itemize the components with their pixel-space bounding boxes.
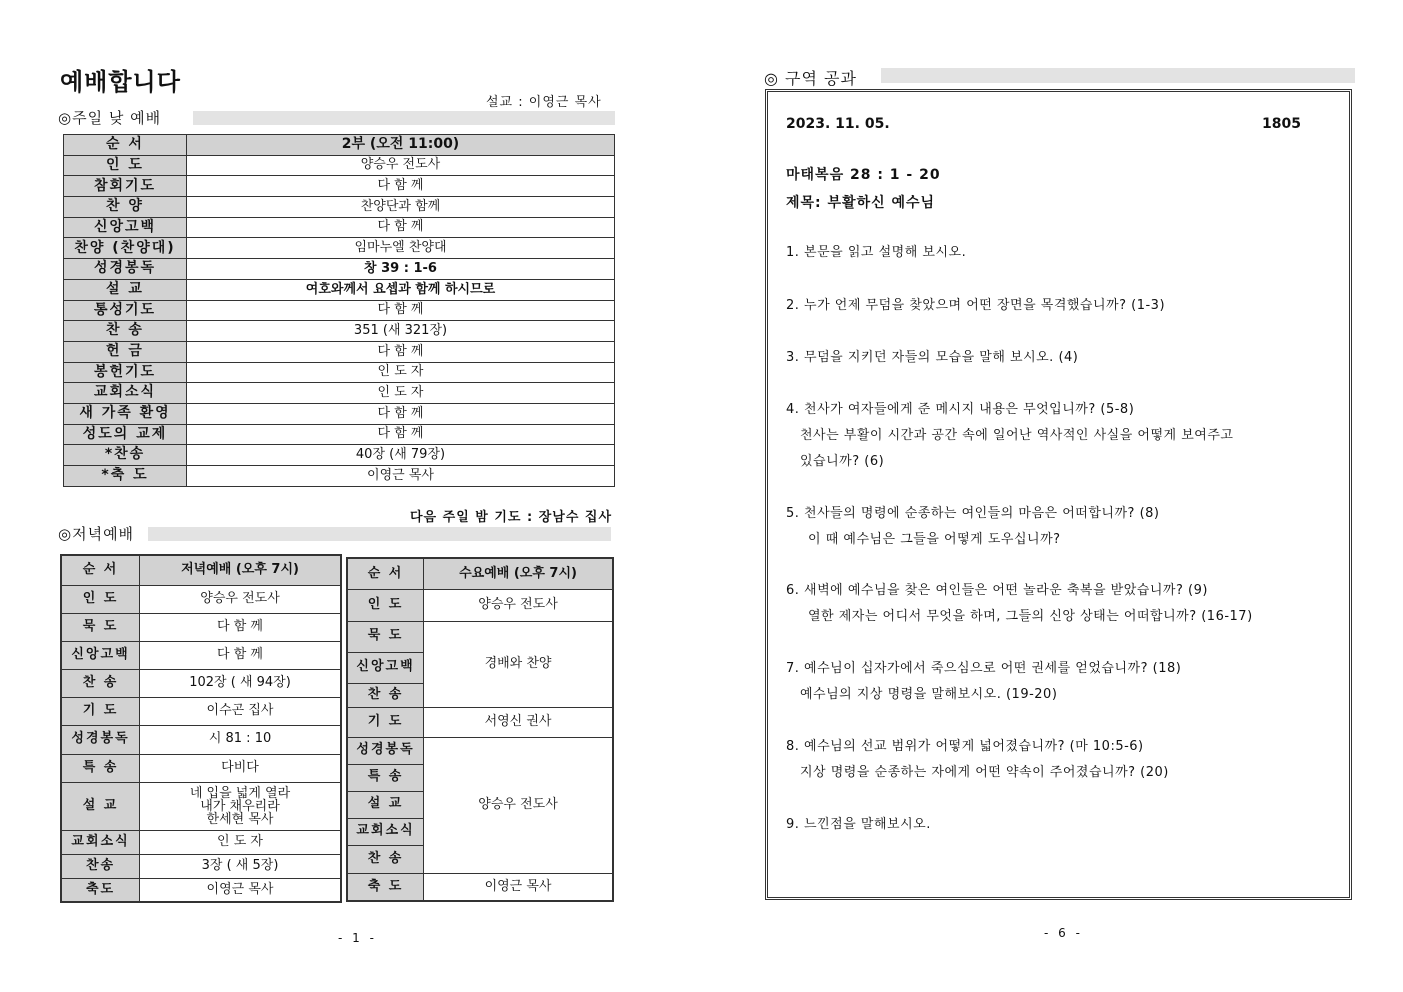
order-label: 설 교 xyxy=(347,791,424,818)
order-value: 3장 ( 새 5장) xyxy=(140,854,341,878)
table-row xyxy=(64,321,615,342)
bulletin-page-1 xyxy=(0,0,700,992)
order-value: 다 함 께 xyxy=(140,613,341,641)
order-label: 새 가족 환영 xyxy=(64,403,187,424)
section-bar xyxy=(193,111,615,125)
preacher-line: 설교 : 이영근 목사 xyxy=(486,95,602,110)
sermon-line: 내가 채우리라 xyxy=(200,798,280,814)
order-label: 성경봉독 xyxy=(64,259,187,280)
table-row xyxy=(347,707,613,737)
order-label: 찬양 (찬양대) xyxy=(64,238,187,259)
order-label: 찬 송 xyxy=(64,321,187,342)
study-question xyxy=(786,397,1233,475)
next-prayer-note: 다음 주일 밤 기도 : 장남수 집사 xyxy=(410,510,613,525)
study-question xyxy=(786,293,1165,319)
table-row xyxy=(61,613,341,641)
order-label: 참회기도 xyxy=(64,176,187,197)
order-label: 찬 송 xyxy=(347,845,424,873)
order-label: 인 도 xyxy=(347,589,424,621)
order-label: 헌 금 xyxy=(64,341,187,362)
order-label: 기 도 xyxy=(347,707,424,737)
study-date: 2023. 11. 05. xyxy=(786,116,890,132)
order-value: 다 함 께 xyxy=(187,217,615,238)
question-line: 5. 천사들의 명령에 순종하는 여인들의 마음은 어떠합니까? (8) xyxy=(786,506,1160,521)
order-value: 이수곤 집사 xyxy=(140,697,341,725)
wednesday-order-table xyxy=(346,557,614,902)
order-label: 묵 도 xyxy=(61,613,140,641)
question-line: 8. 예수님의 선교 범위가 어떻게 넓어졌습니까? (마 10:5-6) xyxy=(786,739,1144,754)
question-line: 2. 누가 언제 무덤을 찾았으며 어떤 장면을 목격했습니까? (1-3) xyxy=(786,298,1166,313)
order-label: 찬 양 xyxy=(64,197,187,218)
order-header-label: 순 서 xyxy=(61,555,140,585)
page-number: - 1 - xyxy=(338,931,377,945)
order-value: 여호와께서 요셉과 함께 하시므로 xyxy=(187,279,615,300)
order-value: 이영근 목사 xyxy=(424,873,613,901)
study-question xyxy=(786,812,931,838)
table-row xyxy=(61,754,341,782)
order-value: 102장 ( 새 94장) xyxy=(140,669,341,697)
table-row xyxy=(61,669,341,697)
service-time-header: 2부 (오전 11:00) xyxy=(187,135,615,156)
table-row xyxy=(347,873,613,901)
order-header-label: 순 서 xyxy=(64,135,187,156)
question-subline: 예수님의 지상 명령을 말해보시오. (19-20) xyxy=(800,687,1058,702)
order-value: 이영근 목사 xyxy=(140,878,341,902)
table-row xyxy=(64,466,615,487)
page-title: 예배합니다 xyxy=(60,68,181,96)
wednesday-time-header: 수요예배 (오후 7시) xyxy=(424,558,613,589)
bulletin-page-6 xyxy=(700,0,1403,992)
question-subline: 천사는 부활이 시간과 공간 속에 일어난 역사적인 사실을 어떻게 보여주고 xyxy=(800,428,1234,443)
order-value: 351 (새 321장) xyxy=(187,321,615,342)
order-header-label: 순 서 xyxy=(347,558,424,589)
sunday-order-table xyxy=(63,134,615,487)
order-value: 40장 (새 79장) xyxy=(187,445,615,466)
order-value: 인 도 자 xyxy=(187,362,615,383)
question-subline: 지상 명령을 순종하는 자에게 어떤 약속이 주어졌습니까? (20) xyxy=(800,765,1169,780)
evening-worship-heading: ◎저녁예배 xyxy=(58,525,135,543)
order-value: 다 함 께 xyxy=(187,424,615,445)
order-label: 교회소식 xyxy=(61,830,140,854)
table-row xyxy=(347,737,613,764)
study-question xyxy=(786,578,1253,630)
section-bar xyxy=(148,527,611,541)
table-row xyxy=(64,155,615,176)
order-label: 기 도 xyxy=(61,697,140,725)
table-row xyxy=(61,854,341,878)
order-value: 양승우 전도사 xyxy=(424,589,613,621)
order-value: 임마누엘 찬양대 xyxy=(187,238,615,259)
order-value: 다 함 께 xyxy=(187,403,615,424)
order-label: 찬 송 xyxy=(347,683,424,707)
order-label: 설 교 xyxy=(61,782,140,830)
order-label: 찬 송 xyxy=(61,669,140,697)
order-value: 다 함 께 xyxy=(187,341,615,362)
page-number: - 6 - xyxy=(1044,926,1083,940)
order-value: 이영근 목사 xyxy=(187,466,615,487)
order-value: 다 함 께 xyxy=(187,176,615,197)
question-line: 4. 천사가 여자들에게 준 메시지 내용은 무엇입니까? (5-8) xyxy=(786,402,1135,417)
table-row xyxy=(61,585,341,613)
order-label: 찬송 xyxy=(61,854,140,878)
table-row xyxy=(64,197,615,218)
order-value: 양승우 전도사 xyxy=(140,585,341,613)
order-label: *축 도 xyxy=(64,466,187,487)
order-label: 신앙고백 xyxy=(64,217,187,238)
order-value: 다 함 께 xyxy=(187,300,615,321)
order-label: 성도의 교제 xyxy=(64,424,187,445)
question-subline: 이 때 예수님은 그들을 어떻게 도우십니까? xyxy=(808,532,1061,547)
evening-time-header: 저녁예배 (오후 7시) xyxy=(140,555,341,585)
order-value: 창 39 : 1-6 xyxy=(187,259,615,280)
order-value: 양승우 전도사 xyxy=(187,155,615,176)
order-label: 특 송 xyxy=(61,754,140,782)
study-question xyxy=(786,240,966,266)
study-question xyxy=(786,656,1181,708)
table-row xyxy=(64,279,615,300)
order-value: 다 함 께 xyxy=(140,641,341,669)
order-label: 신앙고백 xyxy=(61,641,140,669)
table-row xyxy=(61,697,341,725)
order-label: 성경봉독 xyxy=(61,725,140,754)
table-row xyxy=(64,176,615,197)
table-row xyxy=(61,725,341,754)
table-header-row xyxy=(61,555,341,585)
table-row xyxy=(64,217,615,238)
order-value: 다비다 xyxy=(140,754,341,782)
order-label: 설 교 xyxy=(64,279,187,300)
order-value: 인 도 자 xyxy=(187,383,615,404)
question-line: 3. 무덤을 지키던 자들의 모습을 말해 보시오. (4) xyxy=(786,350,1079,365)
question-line: 9. 느낀점을 말해보시오. xyxy=(786,817,931,832)
table-row xyxy=(61,830,341,854)
table-row xyxy=(61,878,341,902)
order-value: 시 81 : 10 xyxy=(140,725,341,754)
order-value: 인 도 자 xyxy=(140,830,341,854)
evening-order-table xyxy=(60,554,342,903)
study-box xyxy=(765,89,1352,900)
order-value: 양승우 전도사 xyxy=(424,737,613,873)
order-label: 특 송 xyxy=(347,764,424,791)
table-row xyxy=(347,589,613,621)
order-label: 인 도 xyxy=(64,155,187,176)
question-line: 1. 본문을 읽고 설명해 보시오. xyxy=(786,245,967,260)
order-value: 찬양단과 함께 xyxy=(187,197,615,218)
order-label: 인 도 xyxy=(61,585,140,613)
table-row xyxy=(64,341,615,362)
order-label: *찬송 xyxy=(64,445,187,466)
sunday-worship-heading: ◎주일 낮 예배 xyxy=(58,109,162,127)
study-number: 1805 xyxy=(1262,116,1301,132)
table-row xyxy=(61,641,341,669)
order-label: 축 도 xyxy=(347,873,424,901)
order-label: 봉헌기도 xyxy=(64,362,187,383)
order-label: 교회소식 xyxy=(347,818,424,845)
table-row xyxy=(64,424,615,445)
table-row xyxy=(64,383,615,404)
question-line: 6. 새벽에 예수님을 찾은 여인들은 어떤 놀라운 축복을 받았습니까? (9) xyxy=(786,583,1208,598)
table-row xyxy=(64,403,615,424)
question-subline: 열한 제자는 어디서 무엇을 하며, 그들의 신앙 상태는 어떠합니까? (16-17) xyxy=(808,609,1253,624)
question-line: 7. 예수님이 십자가에서 죽으심으로 어떤 권세를 얻었습니까? (18) xyxy=(786,661,1182,676)
study-question xyxy=(786,734,1169,786)
study-passage: 마태복음 28 : 1 - 20 xyxy=(786,167,941,183)
section-bar xyxy=(881,68,1355,83)
order-label: 묵 도 xyxy=(347,621,424,652)
table-row xyxy=(64,238,615,259)
order-label: 성경봉독 xyxy=(347,737,424,764)
study-question xyxy=(786,501,1159,553)
order-label: 축도 xyxy=(61,878,140,902)
table-row xyxy=(347,621,613,652)
study-title: 제목: 부활하신 예수님 xyxy=(786,195,936,211)
order-label: 신앙고백 xyxy=(347,652,424,683)
sermon-line: 네 입을 넓게 열라 xyxy=(189,785,291,801)
table-row xyxy=(64,445,615,466)
table-header-row xyxy=(347,558,613,589)
order-value xyxy=(140,782,341,830)
order-value: 경배와 찬양 xyxy=(424,621,613,707)
table-row xyxy=(64,362,615,383)
cell-study-heading: ◎ 구역 공과 xyxy=(764,69,857,88)
table-header-row xyxy=(64,135,615,156)
table-row xyxy=(61,782,341,830)
order-label: 통성기도 xyxy=(64,300,187,321)
question-subline: 있습니까? (6) xyxy=(800,454,885,469)
order-value: 서영신 권사 xyxy=(424,707,613,737)
order-label: 교회소식 xyxy=(64,383,187,404)
sermon-line: 한세현 목사 xyxy=(206,811,274,827)
table-row xyxy=(64,300,615,321)
study-question xyxy=(786,345,1078,371)
table-row xyxy=(64,259,615,280)
